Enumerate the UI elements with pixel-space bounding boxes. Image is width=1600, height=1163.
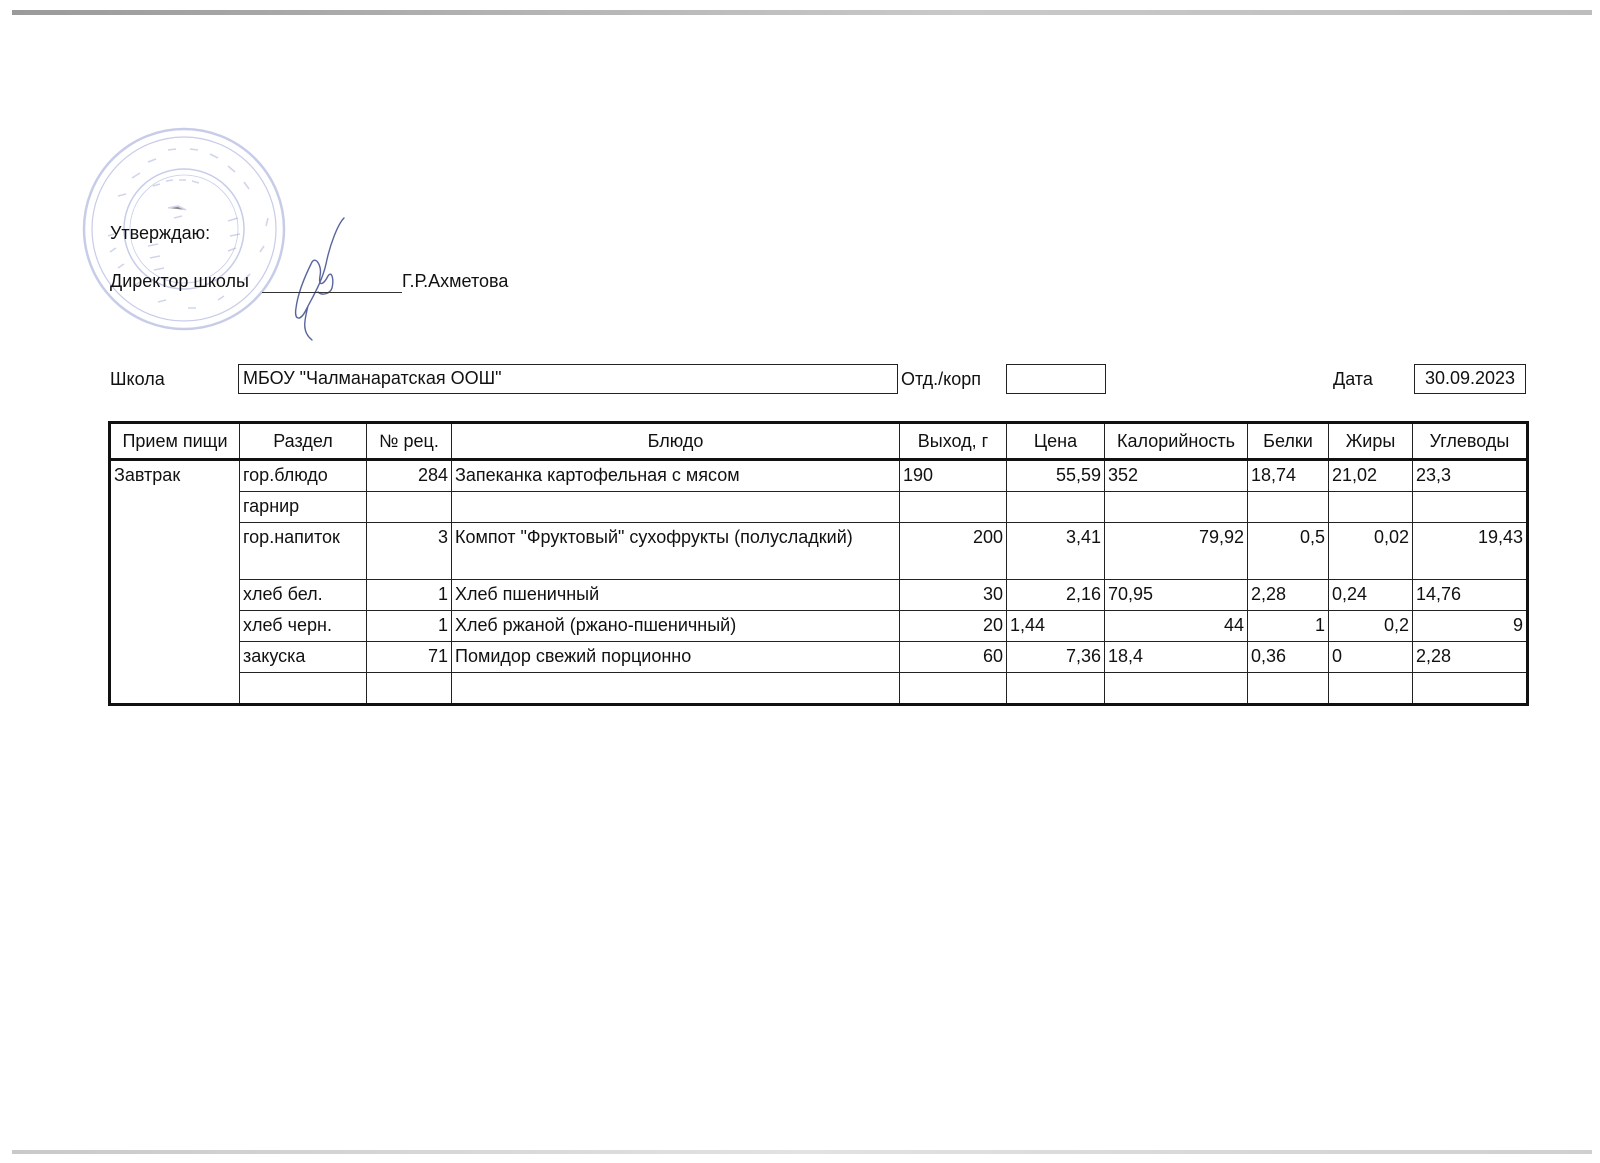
recipe-cell: 1 xyxy=(367,580,452,611)
calories-cell: 352 xyxy=(1105,460,1248,492)
protein-cell: 18,74 xyxy=(1248,460,1329,492)
dish-cell xyxy=(452,492,900,523)
protein-cell xyxy=(1248,673,1329,705)
approval-heading: Утверждаю: xyxy=(110,223,211,243)
fat-cell: 21,02 xyxy=(1329,460,1413,492)
date-label: Дата xyxy=(1333,369,1373,389)
recipe-cell: 71 xyxy=(367,642,452,673)
section-cell: гор.напиток xyxy=(240,523,367,580)
section-cell: гор.блюдо xyxy=(240,460,367,492)
school-field: МБОУ "Чалманаратская ООШ" xyxy=(238,364,898,394)
table-row xyxy=(110,460,1528,492)
column-header: Жиры xyxy=(1329,423,1413,460)
protein-cell: 1 xyxy=(1248,611,1329,642)
price-cell: 7,36 xyxy=(1007,642,1105,673)
fat-cell: 0 xyxy=(1329,642,1413,673)
dish-cell: Запеканка картофельная с мясом xyxy=(452,460,900,492)
carbs-cell: 9 xyxy=(1413,611,1528,642)
dish-cell xyxy=(452,673,900,705)
yield-cell xyxy=(900,673,1007,705)
recipe-cell: 284 xyxy=(367,460,452,492)
price-cell: 2,16 xyxy=(1007,580,1105,611)
fat-cell: 0,24 xyxy=(1329,580,1413,611)
director-position: Директор школы xyxy=(110,271,249,291)
price-cell: 55,59 xyxy=(1007,460,1105,492)
dish-cell: Хлеб пшеничный xyxy=(452,580,900,611)
yield-cell: 60 xyxy=(900,642,1007,673)
section-cell: хлеб бел. xyxy=(240,580,367,611)
yield-cell: 20 xyxy=(900,611,1007,642)
recipe-cell: 3 xyxy=(367,523,452,580)
calories-cell: 79,92 xyxy=(1105,523,1248,580)
carbs-cell: 19,43 xyxy=(1413,523,1528,580)
date-field: 30.09.2023 xyxy=(1414,364,1526,394)
column-header: № рец. xyxy=(367,423,452,460)
fat-cell: 0,2 xyxy=(1329,611,1413,642)
column-header: Белки xyxy=(1248,423,1329,460)
table-row xyxy=(110,523,1528,580)
dish-cell: Компот "Фруктовый" сухофрукты (полусладкий) xyxy=(452,523,900,580)
calories-cell xyxy=(1105,673,1248,705)
table-row xyxy=(110,611,1528,642)
column-header: Прием пищи xyxy=(110,423,240,460)
column-header: Углеводы xyxy=(1413,423,1528,460)
scan-edge-bottom xyxy=(12,1150,1592,1154)
protein-cell: 0,36 xyxy=(1248,642,1329,673)
menu-table xyxy=(108,421,1529,706)
recipe-cell xyxy=(367,492,452,523)
carbs-cell xyxy=(1413,673,1528,705)
section-cell xyxy=(240,673,367,705)
calories-cell: 70,95 xyxy=(1105,580,1248,611)
table-row xyxy=(110,492,1528,523)
table-row xyxy=(110,673,1528,705)
protein-cell: 0,5 xyxy=(1248,523,1329,580)
meal-cell: Завтрак xyxy=(110,460,240,705)
fat-cell xyxy=(1329,492,1413,523)
table-row xyxy=(110,642,1528,673)
fat-cell xyxy=(1329,673,1413,705)
price-cell xyxy=(1007,673,1105,705)
column-header: Калорийность xyxy=(1105,423,1248,460)
scan-edge-top xyxy=(12,10,1592,15)
carbs-cell: 2,28 xyxy=(1413,642,1528,673)
table-header-row xyxy=(110,423,1528,460)
recipe-cell xyxy=(367,673,452,705)
column-header: Раздел xyxy=(240,423,367,460)
branch-field xyxy=(1006,364,1106,394)
yield-cell: 200 xyxy=(900,523,1007,580)
school-label: Школа xyxy=(110,369,165,389)
yield-cell: 190 xyxy=(900,460,1007,492)
calories-cell: 18,4 xyxy=(1105,642,1248,673)
calories-cell: 44 xyxy=(1105,611,1248,642)
director-name: Г.Р.Ахметова xyxy=(402,271,509,291)
column-header: Цена xyxy=(1007,423,1105,460)
signature-line xyxy=(262,292,402,293)
price-cell: 3,41 xyxy=(1007,523,1105,580)
fat-cell: 0,02 xyxy=(1329,523,1413,580)
carbs-cell: 14,76 xyxy=(1413,580,1528,611)
signature-icon xyxy=(282,214,362,344)
column-header: Выход, г xyxy=(900,423,1007,460)
yield-cell xyxy=(900,492,1007,523)
carbs-cell: 23,3 xyxy=(1413,460,1528,492)
section-cell: хлеб черн. xyxy=(240,611,367,642)
section-cell: закуска xyxy=(240,642,367,673)
price-cell: 1,44 xyxy=(1007,611,1105,642)
dish-cell: Хлеб ржаной (ржано-пшеничный) xyxy=(452,611,900,642)
protein-cell xyxy=(1248,492,1329,523)
price-cell xyxy=(1007,492,1105,523)
carbs-cell xyxy=(1413,492,1528,523)
section-cell: гарнир xyxy=(240,492,367,523)
protein-cell: 2,28 xyxy=(1248,580,1329,611)
recipe-cell: 1 xyxy=(367,611,452,642)
calories-cell xyxy=(1105,492,1248,523)
table-row xyxy=(110,580,1528,611)
yield-cell: 30 xyxy=(900,580,1007,611)
dish-cell: Помидор свежий порционно xyxy=(452,642,900,673)
column-header: Блюдо xyxy=(452,423,900,460)
branch-label: Отд./корп xyxy=(901,369,981,389)
